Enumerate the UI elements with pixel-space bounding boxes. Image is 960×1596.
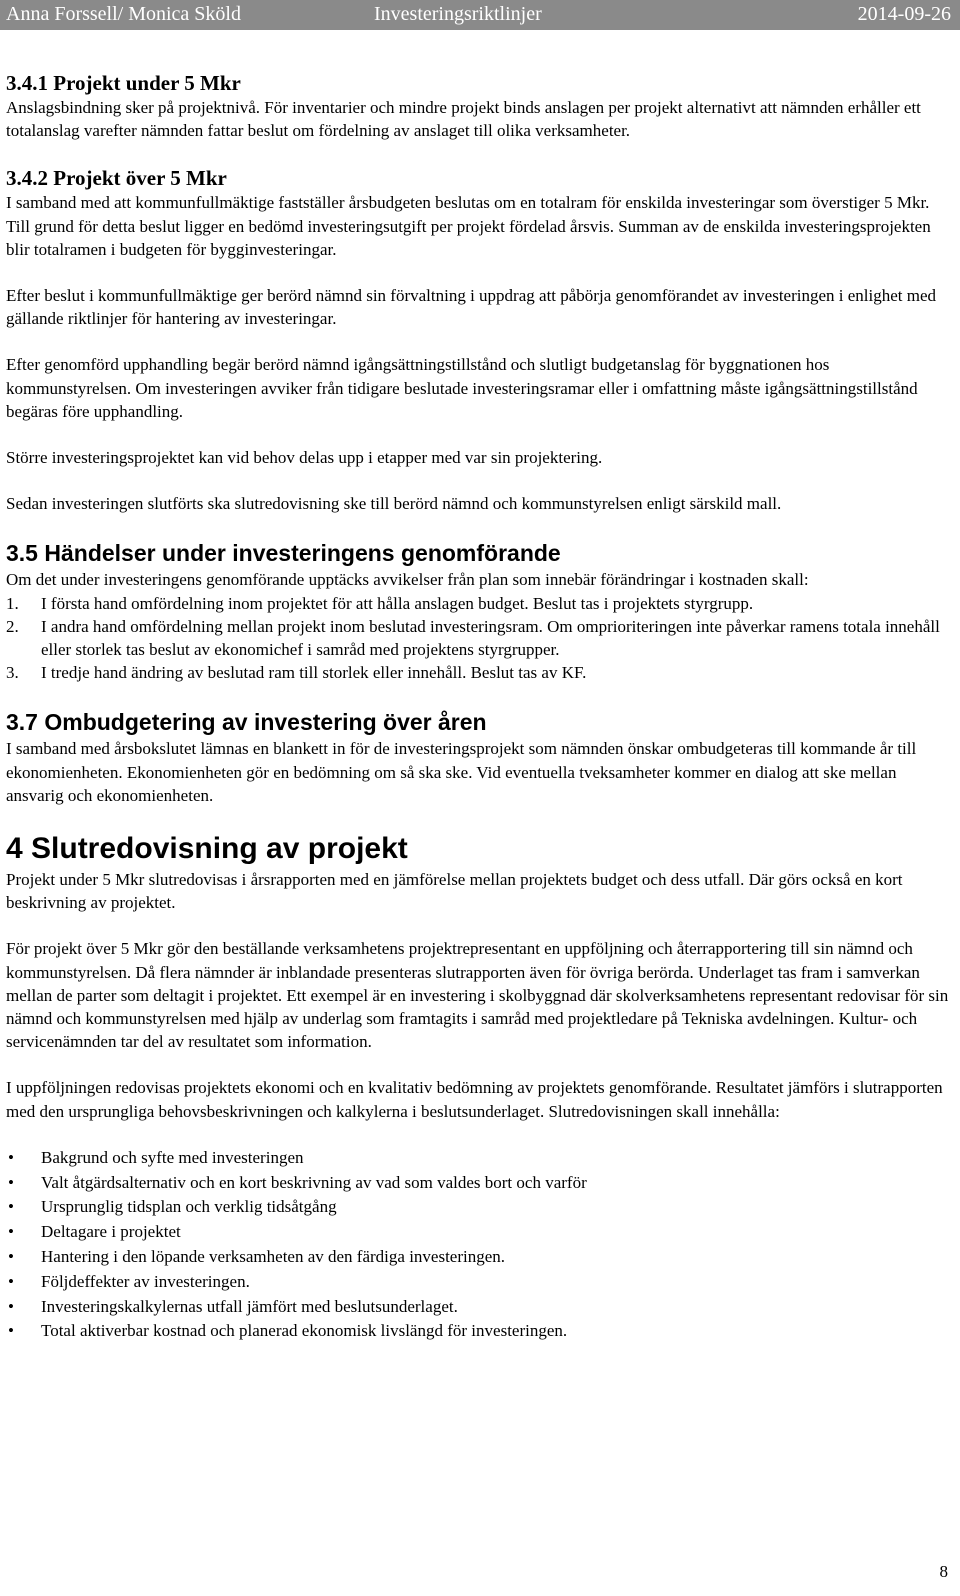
list-item-text: I andra hand omfördelning mellan projekt inom beslutad investeringsram. Om omprioriteringen inte påverkar ramens totala innehåll eller storlek tas beslut av ekonomichef i samråd med projektens styrgrupper. bbox=[41, 616, 940, 660]
list-number: 2. bbox=[6, 616, 19, 636]
header-title: Investeringsriktlinjer bbox=[374, 3, 542, 25]
page-header bbox=[0, 0, 960, 30]
heading-4: 4 Slutredovisning av projekt bbox=[6, 832, 408, 866]
heading-3-4-1: 3.4.1 Projekt under 5 Mkr bbox=[6, 71, 241, 95]
list-item bbox=[6, 1270, 954, 1295]
bullet-icon: • bbox=[8, 1147, 14, 1167]
list-number: 1. bbox=[6, 593, 19, 613]
paragraph: I samband med att kommunfullmäktige fastställer årsbudgeten beslutas om en totalram för enskilda investeringar som överstiger 5 Mkr. Till grund för detta beslut ligger en bedömd investeringsutgift per projekt fördelad årsvis. Summan av de enskilda investeringsprojekten blir totalramen i budgeten för bygginvesteringar. bbox=[6, 193, 931, 259]
list-number: 3. bbox=[6, 663, 19, 683]
document-body bbox=[6, 70, 954, 1344]
numbered-list bbox=[6, 592, 954, 685]
list-item-text: Följdeffekter av investeringen. bbox=[41, 1271, 250, 1291]
list-item bbox=[6, 1295, 954, 1320]
heading-3-5: 3.5 Händelser under investeringens genomförande bbox=[6, 540, 561, 567]
paragraph: Efter genomförd upphandling begär berörd nämnd igångsättningstillstånd och slutligt budgetanslag för byggnationen hos kommunstyrelsen. Om investeringen avviker från tidigare beslutade investeringsramar eller i omfattning måste igångsättningstillstånd begäras före upphandling. bbox=[6, 355, 918, 421]
list-item-text: Valt åtgärdsalternativ och en kort beskrivning av vad som valdes bort och varför bbox=[41, 1172, 587, 1192]
list-item bbox=[6, 592, 954, 615]
list-item-text: I första hand omfördelning inom projektet för att hålla anslagen budget. Beslut tas i projektets styrgrupp. bbox=[41, 593, 754, 613]
paragraph: För projekt över 5 Mkr gör den beställande verksamhetens projektrepresentant en uppföljning och återrapportering till sin nämnd och kommunstyrelsen. Då flera nämnder är inblandade presenteras slutrapporten även för övriga berörda. Underlaget tas fram i samverkan mellan de parter som deltagit i projektet. Ett exempel är en investering i skolbyggnad där skolverksamhetens representant redovisar för sin nämnd och kommunstyrelsen med hjälp av underlag som framtagits i samråd med projektledare på Tekniska avdelningen. Kultur- och servicenämnden tar del av resultatet som information. bbox=[6, 939, 949, 1052]
paragraph: I samband med årsbokslutet lämnas en blankett in för de investeringsprojekt som nämnden önskar ombudgeteras till kommande år till ekonomienheten. Ekonomienheten gör en bedömning om så ska ske. Vid eventuella tveksamheter kommer en dialog att ske mellan ansvarig och ekonomienheten. bbox=[6, 739, 917, 805]
list-item bbox=[6, 661, 954, 684]
list-item-text: Bakgrund och syfte med investeringen bbox=[41, 1147, 304, 1167]
heading-3-4-2: 3.4.2 Projekt över 5 Mkr bbox=[6, 166, 227, 191]
bullet-icon: • bbox=[8, 1247, 14, 1267]
bullet-list bbox=[6, 1146, 954, 1344]
bullet-icon: • bbox=[8, 1222, 14, 1242]
list-item bbox=[6, 1245, 954, 1270]
list-item bbox=[6, 1171, 954, 1196]
header-date: 2014-09-26 bbox=[857, 3, 951, 25]
list-item-text: Total aktiverbar kostnad och planerad ekonomisk livslängd för investeringen. bbox=[41, 1321, 568, 1341]
paragraph: Efter beslut i kommunfullmäktige ger berörd nämnd sin förvaltning i uppdrag att påbörja genomförandet av investeringen i enlighet med gällande riktlinjer för hantering av investeringar. bbox=[6, 286, 937, 329]
list-item bbox=[6, 1146, 954, 1171]
bullet-icon: • bbox=[8, 1172, 14, 1192]
paragraph: Större investeringsprojektet kan vid behov delas upp i etapper med var sin projektering. bbox=[6, 448, 603, 468]
list-item-text: Deltagare i projektet bbox=[41, 1222, 181, 1242]
bullet-icon: • bbox=[8, 1296, 14, 1316]
list-item-text: Hantering i den löpande verksamheten av den färdiga investeringen. bbox=[41, 1247, 506, 1267]
bullet-icon: • bbox=[8, 1271, 14, 1291]
list-item bbox=[6, 1220, 954, 1245]
header-authors: Anna Forssell/ Monica Sköld bbox=[6, 3, 241, 25]
list-item bbox=[6, 1319, 954, 1344]
list-item-text: Ursprunglig tidsplan och verklig tidsåtgång bbox=[41, 1197, 337, 1217]
page-number: 8 bbox=[939, 1562, 948, 1581]
list-item bbox=[6, 615, 954, 661]
paragraph: Om det under investeringens genomförande upptäcks avvikelser från plan som innebär förändringar i kostnaden skall: bbox=[6, 570, 809, 590]
bullet-icon: • bbox=[8, 1197, 14, 1217]
list-item bbox=[6, 1195, 954, 1220]
paragraph: Projekt under 5 Mkr slutredovisas i årsrapporten med en jämförelse mellan projektets budget och dess utfall. Där görs också en kort beskrivning av projektet. bbox=[6, 870, 903, 913]
list-item-text: I tredje hand ändring av beslutad ram till storlek eller innehåll. Beslut tas av KF. bbox=[41, 663, 587, 683]
bullet-icon: • bbox=[8, 1321, 14, 1341]
list-item-text: Investeringskalkylernas utfall jämfört med beslutsunderlaget. bbox=[41, 1296, 458, 1316]
paragraph: I uppföljningen redovisas projektets ekonomi och en kvalitativ bedömning av projektets genomförande. Resultatet jämförs i slutrapporten med den ursprungliga behovsbeskrivningen och kalkylerna i beslutsunderlaget. Slutredovisningen skall innehålla: bbox=[6, 1078, 943, 1121]
paragraph: Sedan investeringen slutförts ska slutredovisning ske till berörd nämnd och kommunstyrelsen enligt särskild mall. bbox=[6, 494, 782, 514]
heading-3-7: 3.7 Ombudgetering av investering över åren bbox=[6, 709, 487, 736]
paragraph: Anslagsbindning sker på projektnivå. För inventarier och mindre projekt binds anslagen per projekt alternativt att nämnden erhåller ett totalanslag varefter nämnden fattar beslut om fördelning av anslaget till olika verksamheter. bbox=[6, 98, 921, 141]
